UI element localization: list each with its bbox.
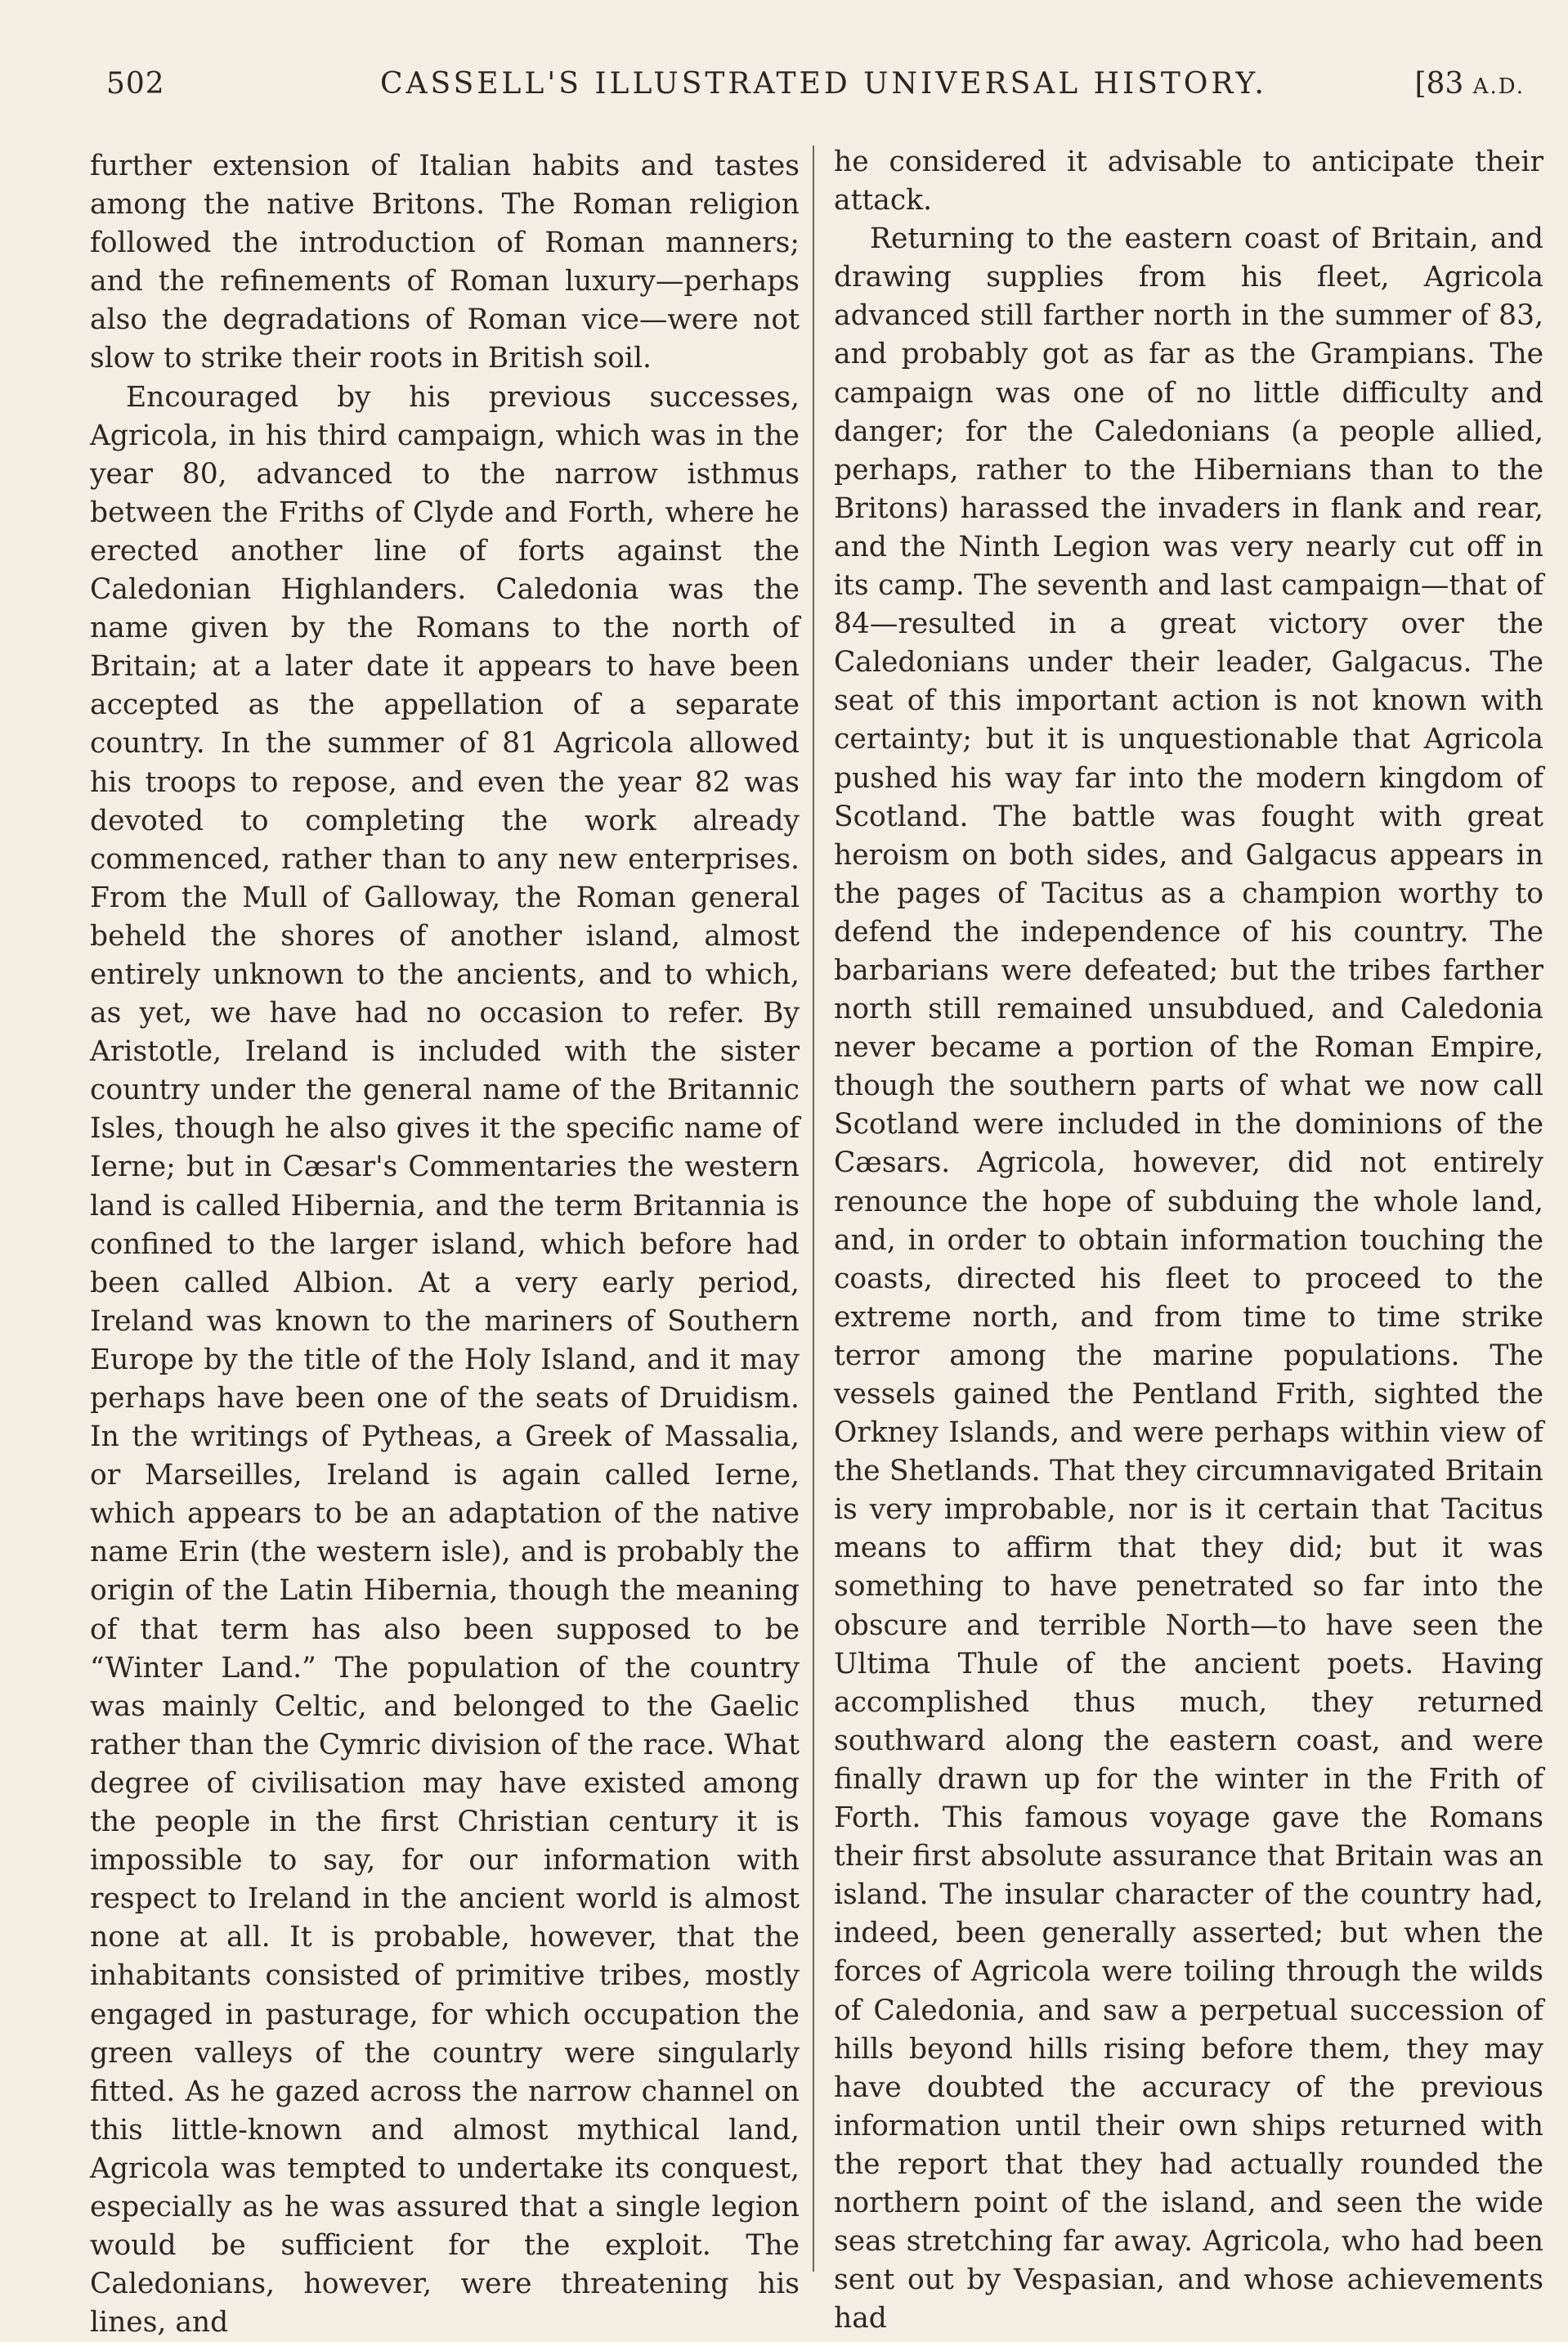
date-era: A.D. bbox=[1472, 74, 1525, 99]
column-divider bbox=[813, 146, 814, 2272]
paragraph: he considered it advisable to anticipate their attack. bbox=[834, 146, 1543, 218]
date-marker bbox=[1414, 67, 1525, 101]
right-column bbox=[834, 143, 1543, 2338]
paragraph: further extension of Italian habits and tastes among the native Britons. The Roman religion followed the introduction of Roman manners; and the refinements of Roman luxury—perhaps also the degradations of Roman vice—were not slow to strike their roots in British soil. bbox=[90, 150, 800, 375]
date-year: [83 bbox=[1414, 67, 1464, 101]
left-column bbox=[90, 147, 800, 2342]
paragraph: Encouraged by his previous successes, Agricola, in his third campaign, which was in the year 80, advanced to the narrow isthmus between the Friths of Clyde and Forth, where he erected another line of forts against the Caledonian Highlanders. Caledonia was the name given by the Romans to the north of Britain; at a later date it appears to have been accepted as the appellation of a separate country. In the summer of 81 Agricola allowed his troops to repose, and even the year 82 was devoted to completing the work already commenced, rather than to any new enterprises. From the Mull of Galloway, the Roman general beheld the shores of another island, almost entirely unknown to the ancients, and to which, as yet, we have had no occasion to refer. By Aristotle, Ireland is included with the sister country under the general name of the Britannic Isles, though he also gives it the specific name of Ierne; but in Cæsar's Commentaries the western land is called Hibernia, and the term Britannia is confined to the larger island, which before had been called Albion. At a very early period, Ireland was known to the mariners of Southern Europe by the title of the Holy Island, and it may perhaps have been one of the seats of Druidism. In the writings of Pytheas, a Greek of Massalia, or Marseilles, Ireland is again called Ierne, which appears to be an adaptation of the native name Erin (the western isle), and is probably the origin of the Latin Hibernia, though the meaning of that term has also been supposed to be “Winter Land.” The population of the country was mainly Celtic, and belonged to the Gaelic rather than the Cymric division of the race. What degree of civilisation may have existed among the people in the first Christian century it is impossible to say, for our information with respect to Ireland in the ancient world is almost none at all. It is probable, however, that the inhabitants consisted of primitive tribes, mostly engaged in pasturage, for which occupation the green valleys of the country were singularly fitted. As he gazed across the narrow channel on this little-known and almost mythical land, Agricola was tempted to undertake its conquest, especially as he was assured that a single legion would be sufficient for the exploit. The Caledonians, however, were threatening his lines, and bbox=[90, 380, 800, 2340]
running-head bbox=[106, 67, 1525, 116]
paragraph: Returning to the eastern coast of Britain, and drawing supplies from his fleet, Agricola advanced still farther north in the summer of 83, and probably got as far as the Grampians. The campaign was one of no little difficulty and danger; for the Caledonians (a people allied, perhaps, rather to the Hibernians than to the Britons) harassed the invaders in flank and rear, and the Ninth Legion was very nearly cut off in its camp. The seventh and last campaign—that of 84—resulted in a great victory over the Caledonians under their leader, Galgacus. The seat of this important action is not known with certainty; but it is unquestionable that Agricola pushed his way far into the modern kingdom of Scotland. The battle was fought with great heroism on both sides, and Galgacus appears in the pages of Tacitus as a champion worthy to defend the independence of his country. The barbarians were defeated; but the tribes farther north still remained unsubdued, and Caledonia never became a portion of the Roman Empire, though the southern parts of what we now call Scotland were included in the dominions of the Cæsars. Agricola, however, did not entirely renounce the hope of subduing the whole land, and, in order to obtain information touching the coasts, directed his fleet to proceed to the extreme north, and from time to time strike terror among the marine populations. The vessels gained the Pentland Frith, sighted the Orkney Islands, and were perhaps within view of the Shetlands. That they circumnavigated Britain is very improbable, nor is it certain that Tacitus means to affirm that they did; but it was something to have penetrated so far into the obscure and terrible North—to have seen the Ultima Thule of the ancient poets. Having accomplished thus much, they returned southward along the eastern coast, and were finally drawn up for the winter in the Frith of Forth. This famous voyage gave the Romans their first absolute assurance that Britain was an island. The insular character of the country had, indeed, been generally asserted; but when the forces of Agricola were toiling through the wilds of Caledonia, and saw a perpetual succession of hills beyond hills rising before them, they may have doubted the accuracy of the previous information until their own ships returned with the report that they had actually rounded the northern point of the island, and seen the wide seas stretching far away. Agricola, who had been sent out by Vespasian, and whose achievements had bbox=[834, 222, 1543, 2335]
book-title: CASSELL'S ILLUSTRATED UNIVERSAL HISTORY. bbox=[380, 67, 1267, 101]
page-number: 502 bbox=[106, 67, 165, 101]
